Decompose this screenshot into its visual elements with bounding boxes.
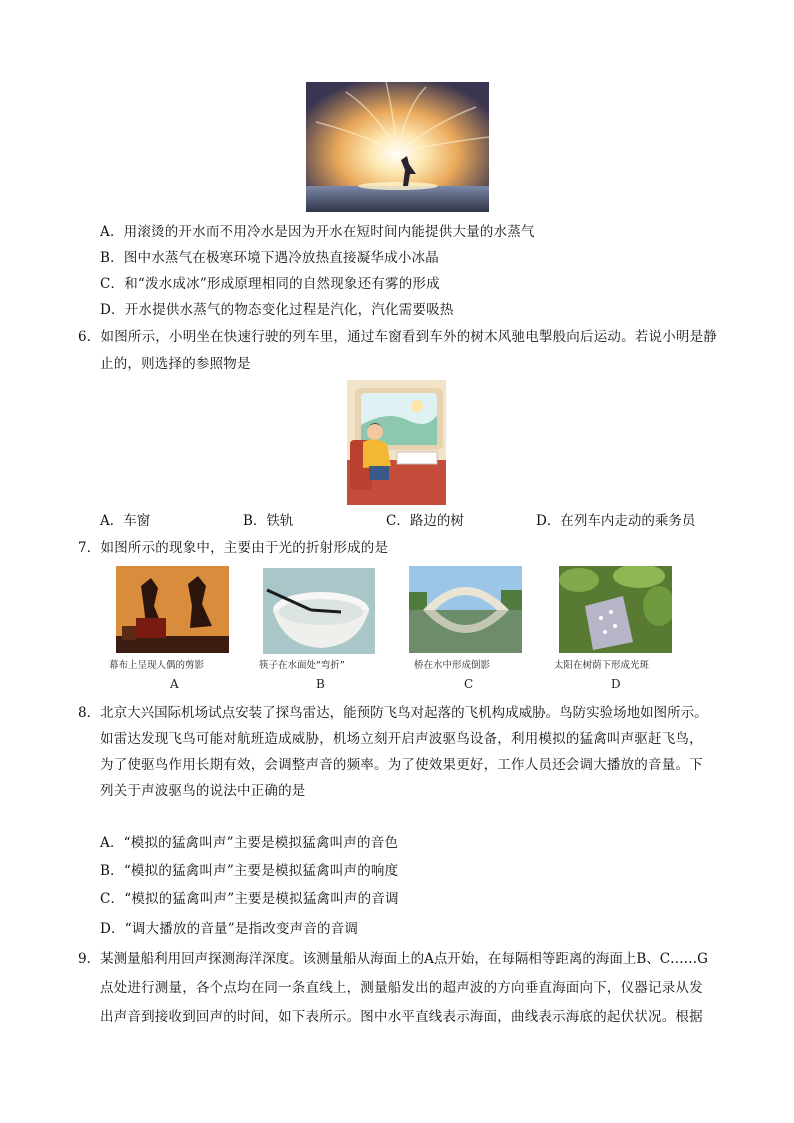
q9-stem-line-1: 9．某测量船利用回声探测海洋深度。该测量船从海面上的A点开始，在每隔相等距离的海面上B、C……G xyxy=(78,951,708,967)
q8-stem-line-2: 如雷达发现飞鸟可能对航班造成威胁，机场立刻开启声波驱鸟设备，利用模拟的猛禽叫声驱赶飞鸟， xyxy=(100,731,703,747)
bridge-reflection-photo xyxy=(409,566,522,653)
q5-option-d: D．开水提供水蒸气的物态变化过程是汽化，汽化需要吸热 xyxy=(100,302,454,318)
q9-stem-line-2: 点处进行测量，各个点均在同一条直线上，测量船发出的超声波的方向垂直海面向下，仪器记录从发 xyxy=(100,980,703,996)
q5-option-a: A．用滚烫的开水而不用冷水是因为开水在短时间内能提供大量的水蒸气 xyxy=(100,224,535,240)
frozen-water-splash-photo xyxy=(306,82,489,212)
q8-option-d: D．“调大播放的音量”是指改变声音的音调 xyxy=(100,921,359,937)
q7-caption-c: 桥在水中形成倒影 xyxy=(414,660,491,671)
q8-option-a: A．“模拟的猛禽叫声”主要是模拟猛禽叫声的音色 xyxy=(100,835,399,851)
q8-stem-line-4: 列关于声波驱鸟的说法中正确的是 xyxy=(100,783,306,799)
q6-option-a: A．车窗 xyxy=(100,513,151,529)
q6-option-c: C．路边的树 xyxy=(386,513,464,529)
q5-option-c: C．和“泼水成冰”形成原理相同的自然现象还有雾的形成 xyxy=(100,276,440,292)
q9-stem-line-3: 出声音到接收到回声的时间，如下表所示。图中水平直线表示海面，曲线表示海底的起伏状况。根据 xyxy=(100,1009,703,1025)
q7-label-d: D xyxy=(611,677,621,691)
shadow-puppet-photo xyxy=(116,566,229,653)
q7-stem: 7．如图所示的现象中，主要由于光的折射形成的是 xyxy=(78,540,389,556)
q7-label-b: B xyxy=(316,677,325,691)
q6-option-d: D．在列车内走动的乘务员 xyxy=(536,513,696,529)
q8-stem-line-1: 8．北京大兴国际机场试点安装了探鸟雷达，能预防飞鸟对起落的飞机构成威胁。鸟防实验场地如图所示。 xyxy=(78,705,708,721)
light-spots-under-leaves-photo xyxy=(559,566,672,653)
boy-on-train-illustration xyxy=(347,380,446,505)
q7-label-a: A xyxy=(170,677,179,691)
q6-stem-line-1: 6．如图所示，小明坐在快速行驶的列车里，通过车窗看到车外的树木风驰电掣般向后运动。若说小明是静 xyxy=(78,329,717,345)
q8-option-b: B．“模拟的猛禽叫声”主要是模拟猛禽叫声的响度 xyxy=(100,863,399,879)
q6-stem-line-2: 止的，则选择的参照物是 xyxy=(100,356,251,372)
q6-option-b: B．铁轨 xyxy=(243,513,294,529)
q7-caption-d: 太阳在树荫下形成光斑 xyxy=(554,660,650,671)
q7-caption-b: 筷子在水面处“弯折” xyxy=(259,660,345,671)
q7-caption-a: 幕布上呈现人偶的剪影 xyxy=(109,660,205,671)
q7-label-c: C xyxy=(464,677,474,691)
q8-stem-line-3: 为了使驱鸟作用长期有效，会调整声音的频率。为了使效果更好，工作人员还会调大播放的音量。下 xyxy=(100,757,703,773)
q8-option-c: C．“模拟的猛禽叫声”主要是模拟猛禽叫声的音调 xyxy=(100,891,399,907)
chopstick-in-water-photo xyxy=(263,568,375,654)
q5-option-b: B．图中水蒸气在极寒环境下遇冷放热直接凝华成小冰晶 xyxy=(100,250,439,266)
